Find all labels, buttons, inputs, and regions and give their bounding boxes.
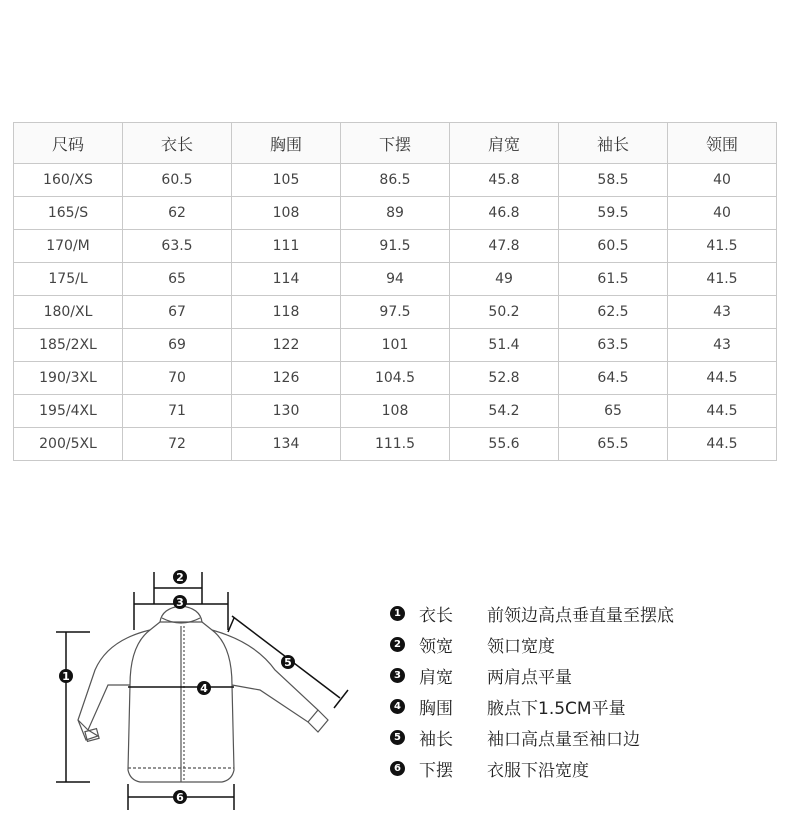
table-cell: 122 bbox=[232, 329, 341, 362]
legend-item bbox=[390, 691, 780, 722]
table-cell: 62 bbox=[123, 197, 232, 230]
legend-item bbox=[390, 722, 780, 753]
svg-text:6: 6 bbox=[176, 791, 184, 804]
legend-part-label: 衣长 bbox=[419, 606, 453, 626]
table-cell: 43 bbox=[668, 329, 777, 362]
table-cell: 59.5 bbox=[559, 197, 668, 230]
table-cell: 105 bbox=[232, 164, 341, 197]
table-cell: 114 bbox=[232, 263, 341, 296]
svg-text:1: 1 bbox=[62, 670, 70, 683]
table-cell: 69 bbox=[123, 329, 232, 362]
size-table-body bbox=[14, 164, 777, 461]
table-cell: 72 bbox=[123, 428, 232, 461]
legend-part-label: 下摆 bbox=[419, 761, 453, 781]
table-cell: 118 bbox=[232, 296, 341, 329]
table-cell: 89 bbox=[341, 197, 450, 230]
svg-text:5: 5 bbox=[284, 656, 292, 669]
table-cell: 170/M bbox=[14, 230, 123, 263]
size-table-header-row bbox=[14, 123, 777, 164]
legend-number-badge: 1 bbox=[390, 606, 405, 621]
legend-description: 衣服下沿宽度 bbox=[487, 761, 589, 781]
table-cell: 104.5 bbox=[341, 362, 450, 395]
legend-part-label: 胸围 bbox=[419, 699, 453, 719]
legend-number-badge: 5 bbox=[390, 730, 405, 745]
header-sleeve: 袖长 bbox=[559, 123, 668, 164]
table-cell: 64.5 bbox=[559, 362, 668, 395]
legend-description: 袖口高点量至袖口边 bbox=[487, 730, 640, 750]
table-cell: 111 bbox=[232, 230, 341, 263]
table-cell: 46.8 bbox=[450, 197, 559, 230]
marker-6 bbox=[173, 790, 187, 804]
table-row bbox=[14, 362, 777, 395]
table-cell: 180/XL bbox=[14, 296, 123, 329]
table-row bbox=[14, 296, 777, 329]
marker-1 bbox=[59, 669, 73, 683]
legend-part-label: 肩宽 bbox=[419, 668, 453, 688]
table-cell: 111.5 bbox=[341, 428, 450, 461]
table-cell: 101 bbox=[341, 329, 450, 362]
table-cell: 190/3XL bbox=[14, 362, 123, 395]
table-cell: 54.2 bbox=[450, 395, 559, 428]
table-cell: 65 bbox=[559, 395, 668, 428]
table-cell: 71 bbox=[123, 395, 232, 428]
table-cell: 52.8 bbox=[450, 362, 559, 395]
table-cell: 86.5 bbox=[341, 164, 450, 197]
measurement-legend bbox=[390, 598, 780, 784]
table-cell: 108 bbox=[341, 395, 450, 428]
header-hem: 下摆 bbox=[341, 123, 450, 164]
table-cell: 40 bbox=[668, 164, 777, 197]
legend-description: 领口宽度 bbox=[487, 637, 555, 657]
table-row bbox=[14, 164, 777, 197]
table-cell: 70 bbox=[123, 362, 232, 395]
table-cell: 65.5 bbox=[559, 428, 668, 461]
table-cell: 55.6 bbox=[450, 428, 559, 461]
header-shoulder: 肩宽 bbox=[450, 123, 559, 164]
table-cell: 63.5 bbox=[559, 329, 668, 362]
table-cell: 43 bbox=[668, 296, 777, 329]
table-cell: 160/XS bbox=[14, 164, 123, 197]
table-cell: 60.5 bbox=[559, 230, 668, 263]
table-row bbox=[14, 395, 777, 428]
marker-2 bbox=[173, 570, 187, 584]
table-row bbox=[14, 230, 777, 263]
legend-number-badge: 4 bbox=[390, 699, 405, 714]
table-row bbox=[14, 263, 777, 296]
table-cell: 50.2 bbox=[450, 296, 559, 329]
table-row bbox=[14, 329, 777, 362]
header-collar: 领围 bbox=[668, 123, 777, 164]
legend-item bbox=[390, 660, 780, 691]
table-cell: 134 bbox=[232, 428, 341, 461]
table-cell: 49 bbox=[450, 263, 559, 296]
legend-number-badge: 6 bbox=[390, 761, 405, 776]
table-cell: 60.5 bbox=[123, 164, 232, 197]
table-cell: 65 bbox=[123, 263, 232, 296]
marker-3 bbox=[173, 595, 187, 609]
jacket-measurement-diagram bbox=[50, 560, 360, 820]
legend-description: 腋点下1.5CM平量 bbox=[487, 699, 626, 719]
table-cell: 175/L bbox=[14, 263, 123, 296]
table-cell: 195/4XL bbox=[14, 395, 123, 428]
legend-description: 前领边高点垂直量至摆底 bbox=[487, 606, 674, 626]
table-cell: 58.5 bbox=[559, 164, 668, 197]
table-cell: 62.5 bbox=[559, 296, 668, 329]
table-cell: 126 bbox=[232, 362, 341, 395]
legend-description: 两肩点平量 bbox=[487, 668, 572, 688]
table-cell: 44.5 bbox=[668, 395, 777, 428]
marker-5 bbox=[281, 655, 295, 669]
table-cell: 41.5 bbox=[668, 263, 777, 296]
table-cell: 185/2XL bbox=[14, 329, 123, 362]
table-cell: 47.8 bbox=[450, 230, 559, 263]
table-row bbox=[14, 197, 777, 230]
svg-text:3: 3 bbox=[176, 596, 184, 609]
legend-part-label: 袖长 bbox=[419, 730, 453, 750]
table-cell: 45.8 bbox=[450, 164, 559, 197]
table-cell: 130 bbox=[232, 395, 341, 428]
table-cell: 40 bbox=[668, 197, 777, 230]
size-table bbox=[13, 122, 777, 461]
legend-number-badge: 2 bbox=[390, 637, 405, 652]
table-cell: 41.5 bbox=[668, 230, 777, 263]
table-cell: 61.5 bbox=[559, 263, 668, 296]
table-cell: 94 bbox=[341, 263, 450, 296]
table-cell: 44.5 bbox=[668, 362, 777, 395]
legend-item bbox=[390, 598, 780, 629]
table-cell: 108 bbox=[232, 197, 341, 230]
svg-text:2: 2 bbox=[176, 571, 184, 584]
legend-part-label: 领宽 bbox=[419, 637, 453, 657]
header-chest: 胸围 bbox=[232, 123, 341, 164]
table-cell: 200/5XL bbox=[14, 428, 123, 461]
table-cell: 97.5 bbox=[341, 296, 450, 329]
marker-4 bbox=[197, 681, 211, 695]
legend-number-badge: 3 bbox=[390, 668, 405, 683]
table-cell: 165/S bbox=[14, 197, 123, 230]
table-cell: 51.4 bbox=[450, 329, 559, 362]
legend-item bbox=[390, 629, 780, 660]
table-row bbox=[14, 428, 777, 461]
table-cell: 91.5 bbox=[341, 230, 450, 263]
table-cell: 67 bbox=[123, 296, 232, 329]
header-size: 尺码 bbox=[14, 123, 123, 164]
table-cell: 63.5 bbox=[123, 230, 232, 263]
legend-item bbox=[390, 753, 780, 784]
header-length: 衣长 bbox=[123, 123, 232, 164]
svg-text:4: 4 bbox=[200, 682, 208, 695]
table-cell: 44.5 bbox=[668, 428, 777, 461]
